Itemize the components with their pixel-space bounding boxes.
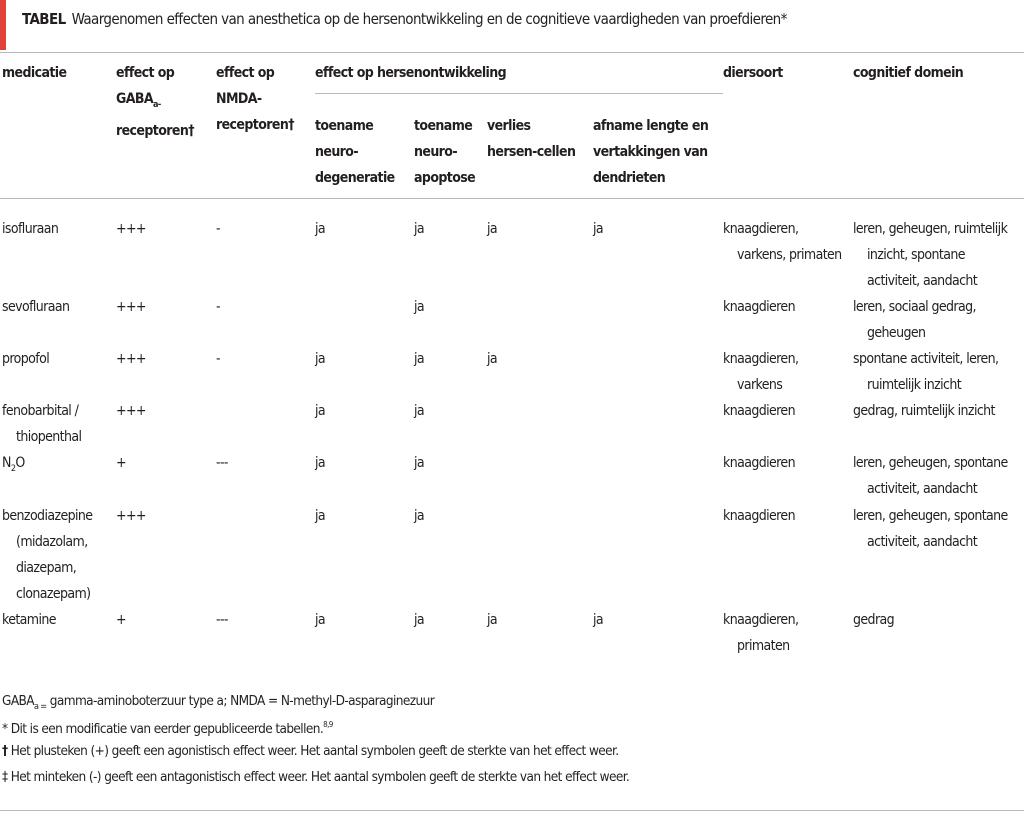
cell-gaba: +++ [116, 299, 146, 315]
fn-dagger-text: Het plusteken (+) geeft een agonistisch effect weer. Het aantal symbolen geeft de sterkte van het effect weer. [7, 743, 619, 759]
table-title-bar [0, 0, 1024, 40]
hdr-degen-1: toename [315, 118, 374, 134]
dier-line: knaagdieren [723, 299, 795, 315]
accent-bar [0, 0, 6, 50]
cell-domein [853, 398, 995, 424]
cell-domein [853, 503, 1008, 555]
domein-line: spontane activiteit, leren, [853, 351, 999, 367]
domein-line: activiteit, aandacht [867, 534, 978, 550]
dier-line: knaagdieren [723, 455, 795, 471]
dier-line: primaten [737, 638, 790, 654]
cell-nmda: - [216, 221, 220, 237]
footnote-ddagger: ‡ Het minteken (-) geeft een antagonistisch effect weer. Het aantal symbolen geeft de sterkte van het effect weer. [2, 769, 630, 785]
med-line: ketamine [2, 612, 56, 628]
n2o-n: N [2, 455, 11, 471]
table-title-text: Waargenomen effecten van anesthetica op de hersenontwikkeling en de cognitieve vaardigheden van proefdieren* [71, 10, 787, 28]
header-diersoort: diersoort [723, 65, 783, 81]
cell-verlies: ja [487, 221, 498, 237]
header-gaba-sub: a- [153, 100, 161, 110]
cell-nmda: --- [216, 455, 228, 471]
header-nmda [216, 60, 316, 138]
cell-gaba: +++ [116, 403, 146, 419]
cell-degen: ja [315, 221, 326, 237]
cell-gaba: + [116, 455, 126, 471]
header-domein: cognitief domein [853, 65, 964, 81]
footnote-dagger [2, 738, 618, 764]
cell-domein [853, 346, 998, 398]
med-line: thiopenthal [16, 429, 82, 445]
cell-dier [723, 216, 842, 268]
table-label: TABEL [22, 10, 66, 28]
cell-gaba: +++ [116, 508, 146, 524]
header-group: effect op hersenontwikkeling [315, 65, 507, 81]
dier-line: knaagdieren [723, 508, 795, 524]
hdr-afname-2: vertakkingen van [593, 144, 708, 160]
cell-gaba: +++ [116, 351, 146, 367]
fn-gaba-sub: a = [33, 702, 47, 712]
cell-dier [723, 398, 795, 424]
cell-degen: ja [315, 612, 326, 628]
n2o-sub: 2 [10, 464, 16, 474]
hdr-apop-2: neuro- [414, 144, 457, 160]
cell-degen: ja [315, 455, 326, 471]
hdr-apop-1: toename [414, 118, 473, 134]
fn-star-refs: 8,9 [323, 720, 333, 729]
dier-line: knaagdieren [723, 403, 795, 419]
cell-nmda: --- [216, 612, 228, 628]
fn-gaba: GABA [2, 693, 34, 709]
header-gaba-line2 [116, 86, 216, 118]
cell-dier [723, 450, 795, 476]
domein-line: leren, geheugen, spontane [853, 508, 1008, 524]
header-gaba [116, 60, 216, 144]
cell-domein [853, 450, 1008, 502]
cell-afname: ja [593, 612, 604, 628]
cell-med [2, 450, 25, 482]
cell-apop: ja [414, 299, 425, 315]
med-line: propofol [2, 351, 50, 367]
fn-dagger-symbol: † [2, 743, 8, 759]
med-line: benzodiazepine [2, 508, 93, 524]
cell-dier [723, 503, 795, 529]
dier-line: varkens, primaten [737, 247, 842, 263]
cell-degen: ja [315, 403, 326, 419]
cell-domein [853, 216, 1007, 294]
rule-group [315, 93, 723, 94]
cell-domein [853, 607, 894, 633]
cell-verlies: ja [487, 351, 498, 367]
cell-degen: ja [315, 351, 326, 367]
domein-line: ruimtelijk inzicht [867, 377, 962, 393]
med-line: sevofluraan [2, 299, 70, 315]
header-nmda-line1: effect op [216, 65, 275, 81]
cell-degen: ja [315, 508, 326, 524]
table-title [22, 10, 787, 28]
cell-med [2, 294, 69, 320]
cell-dier [723, 607, 798, 659]
med-line: (midazolam, [16, 534, 88, 550]
cell-med [2, 503, 92, 607]
dier-line: knaagdieren, [723, 221, 799, 237]
header-verlies [487, 113, 575, 165]
header-gaba-line3: receptoren† [116, 123, 194, 139]
domein-line: gedrag [853, 612, 895, 628]
n2o-o: O [15, 455, 25, 471]
cell-apop: ja [414, 612, 425, 628]
header-neuroapoptose [414, 113, 475, 191]
rule-header-bottom [0, 198, 1024, 199]
fn-star-text: * Dit is een modificatie van eerder gepubliceerde tabellen. [2, 721, 324, 737]
cell-afname: ja [593, 221, 604, 237]
cell-nmda: - [216, 299, 220, 315]
header-gaba-name: GABA [116, 91, 154, 107]
header-nmda-line3: receptoren† [216, 117, 294, 133]
cell-med [2, 346, 49, 372]
domein-line: activiteit, aandacht [867, 481, 978, 497]
dier-line: knaagdieren, [723, 351, 799, 367]
header-gaba-line1: effect op [116, 65, 175, 81]
cell-domein [853, 294, 976, 346]
cell-med [2, 607, 56, 633]
cell-apop: ja [414, 455, 425, 471]
cell-nmda: - [216, 351, 220, 367]
domein-line: leren, geheugen, ruimtelijk [853, 221, 1008, 237]
hdr-degen-3: degeneratie [315, 170, 395, 186]
med-line: fenobarbital / [2, 403, 79, 419]
dier-line: varkens [737, 377, 783, 393]
rule-bottom [0, 810, 1024, 811]
domein-line: geheugen [867, 325, 926, 341]
hdr-degen-2: neuro- [315, 144, 358, 160]
med-line: diazepam, [16, 560, 77, 576]
med-line: clonazepam) [16, 586, 91, 602]
domein-line: gedrag, ruimtelijk inzicht [853, 403, 995, 419]
hdr-verlies-2: hersen-cellen [487, 144, 576, 160]
cell-med [2, 398, 81, 450]
domein-line: inzicht, spontane [867, 247, 965, 263]
rule-top [0, 52, 1024, 53]
cell-dier [723, 294, 795, 320]
domein-line: leren, geheugen, spontane [853, 455, 1008, 471]
header-medicatie: medicatie [2, 65, 67, 81]
cell-apop: ja [414, 221, 425, 237]
cell-dier [723, 346, 798, 398]
med-line: isofluraan [2, 221, 59, 237]
hdr-apop-3: apoptose [414, 170, 476, 186]
header-nmda-line2: NMDA- [216, 91, 262, 107]
cell-apop: ja [414, 351, 425, 367]
cell-med [2, 216, 58, 242]
domein-line: leren, sociaal gedrag, [853, 299, 976, 315]
hdr-afname-1: afname lengte en [593, 118, 709, 134]
domein-line: activiteit, aandacht [867, 273, 978, 289]
fn-abbrev-rest: gamma-aminoboterzuur type a; NMDA = N-methyl-D-asparaginezuur [46, 693, 435, 709]
header-afname [593, 113, 708, 191]
dier-line: knaagdieren, [723, 612, 799, 628]
hdr-verlies-1: verlies [487, 118, 531, 134]
header-neurodegeneratie [315, 113, 395, 191]
cell-verlies: ja [487, 612, 498, 628]
cell-gaba: + [116, 612, 126, 628]
cell-apop: ja [414, 508, 425, 524]
cell-apop: ja [414, 403, 425, 419]
cell-gaba: +++ [116, 221, 146, 237]
hdr-afname-3: dendrieten [593, 170, 666, 186]
